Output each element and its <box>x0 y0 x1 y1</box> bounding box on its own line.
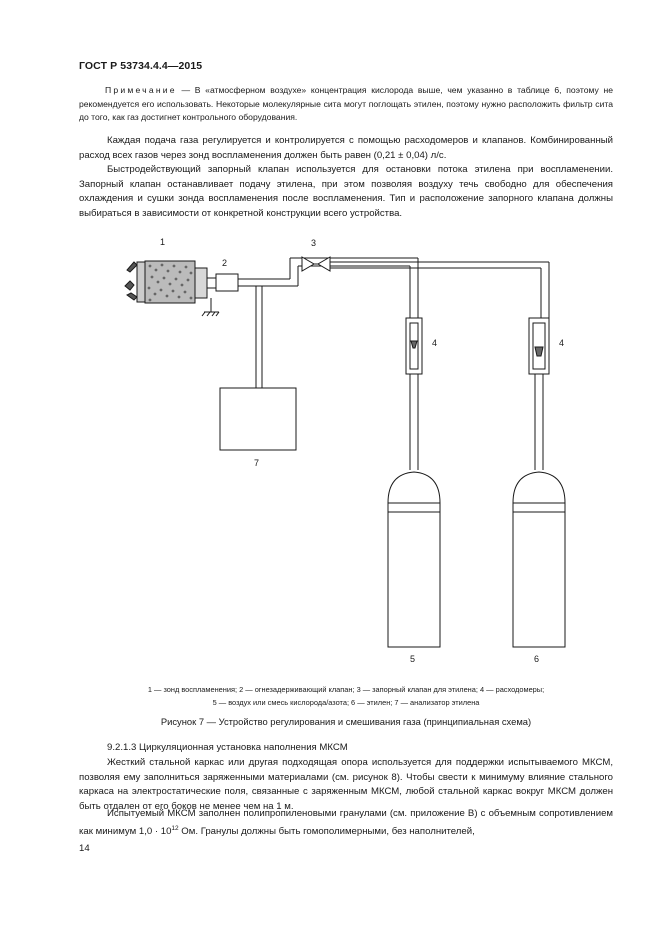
note-label: Примечание <box>105 85 177 95</box>
label-7: 7 <box>254 458 260 468</box>
page-number: 14 <box>79 843 90 854</box>
section-paragraph: Жесткий стальной каркас или другая подходящая опора используется для поддержки испытываемого МКСМ, позволяя ему заполниться заряженными материалами (см. рисунок 8). Чтобы свести к минимуму влияние стального каркаса на электростатические поля, связанные с заряженным МКСМ, любой стальной каркас вокруг МКСМ должен быть отдален от его боков не менее чем на 1 м. <box>79 757 613 812</box>
paragraph-shutoff-valve: Быстродействующий запорный клапан используется для остановки потока этилена при воспламенении. Запорный клапан останавливает подачу этилена, при этом позволяя воздуху течь свободно для обеспечения охлаждения и сушки зонда воспламенения после воспламенения. Тип и расположение запорного клапана должны выбираться в зависимости от конкретной конструкции всего устройства. <box>79 164 613 219</box>
document-header: ГОСТ Р 53734.4.4—2015 <box>79 60 203 72</box>
flowmeter-right <box>529 318 549 374</box>
label-6: 6 <box>534 654 540 664</box>
label-3: 3 <box>311 238 317 248</box>
gas-cylinder-ethylene <box>513 472 565 647</box>
flowmeter-left <box>406 318 422 374</box>
ignition-probe <box>125 261 216 303</box>
legend-line-1: 1 — зонд воспламенения; 2 — огнезадерживающий клапан; 3 — запорный клапан для этилена; 4 — расходомеры; <box>147 685 545 694</box>
ground-symbol <box>202 298 219 316</box>
paragraph-gas-supply: Каждая подача газа регулируется и контролируется с помощью расходомеров и клапанов. Комбинированный расход всех газов через зонд воспламенения должен быть равен (0,21 ± 0,04) л/с. <box>79 135 613 161</box>
label-5: 5 <box>410 654 416 664</box>
shutoff-valve-symbol <box>302 257 330 271</box>
section-paragraph-granules: Испытуемый МКСМ заполнен полипропиленовыми гранулами (см. приложение В) с объемным сопротивлением как минимум $1,0 \cdot 10^{12}$ Ом. Гранулы должны быть гомополимерными, без наполнителей, <box>79 808 613 837</box>
label-2: 2 <box>222 258 228 268</box>
legend-line-2: 5 — воздух или смесь кислорода/азота; 6 — этилен; 7 — анализатор этилена <box>212 698 480 707</box>
figure-legend <box>79 683 613 709</box>
label-4-left: 4 <box>432 338 438 348</box>
ethylene-analyzer <box>220 388 296 450</box>
label-1: 1 <box>160 237 166 247</box>
section-heading: 9.2.1.3 Циркуляционная установка наполнения МКСМ <box>107 742 348 753</box>
note-text: В «атмосферном воздухе» концентрация кислорода выше, чем указанно в таблице 6, поэтому не рекомендуется его использовать. Некоторые молекулярные сита могут поглощать этилен, поэтому нужно расположить фильтр сита до того, как газ достигнет контрольного оборудования. <box>79 85 613 123</box>
figure-title: Рисунок 7 — Устройство регулирования и смешивания газа (принципиальная схема) <box>160 716 532 727</box>
note: Примечание — В «атмосферном воздухе» концентрация кислорода выше, чем указанно в таблице 6, поэтому не рекомендуется его использовать. Некоторые молекулярные сита могут поглощать этилен, поэтому нужно расположить фильтр сита до того, как газ достигнет контрольного оборудования. <box>79 85 613 123</box>
flame-arrester-valve <box>216 274 238 291</box>
gas-cylinder-air <box>388 472 440 647</box>
label-4-right: 4 <box>559 338 565 348</box>
